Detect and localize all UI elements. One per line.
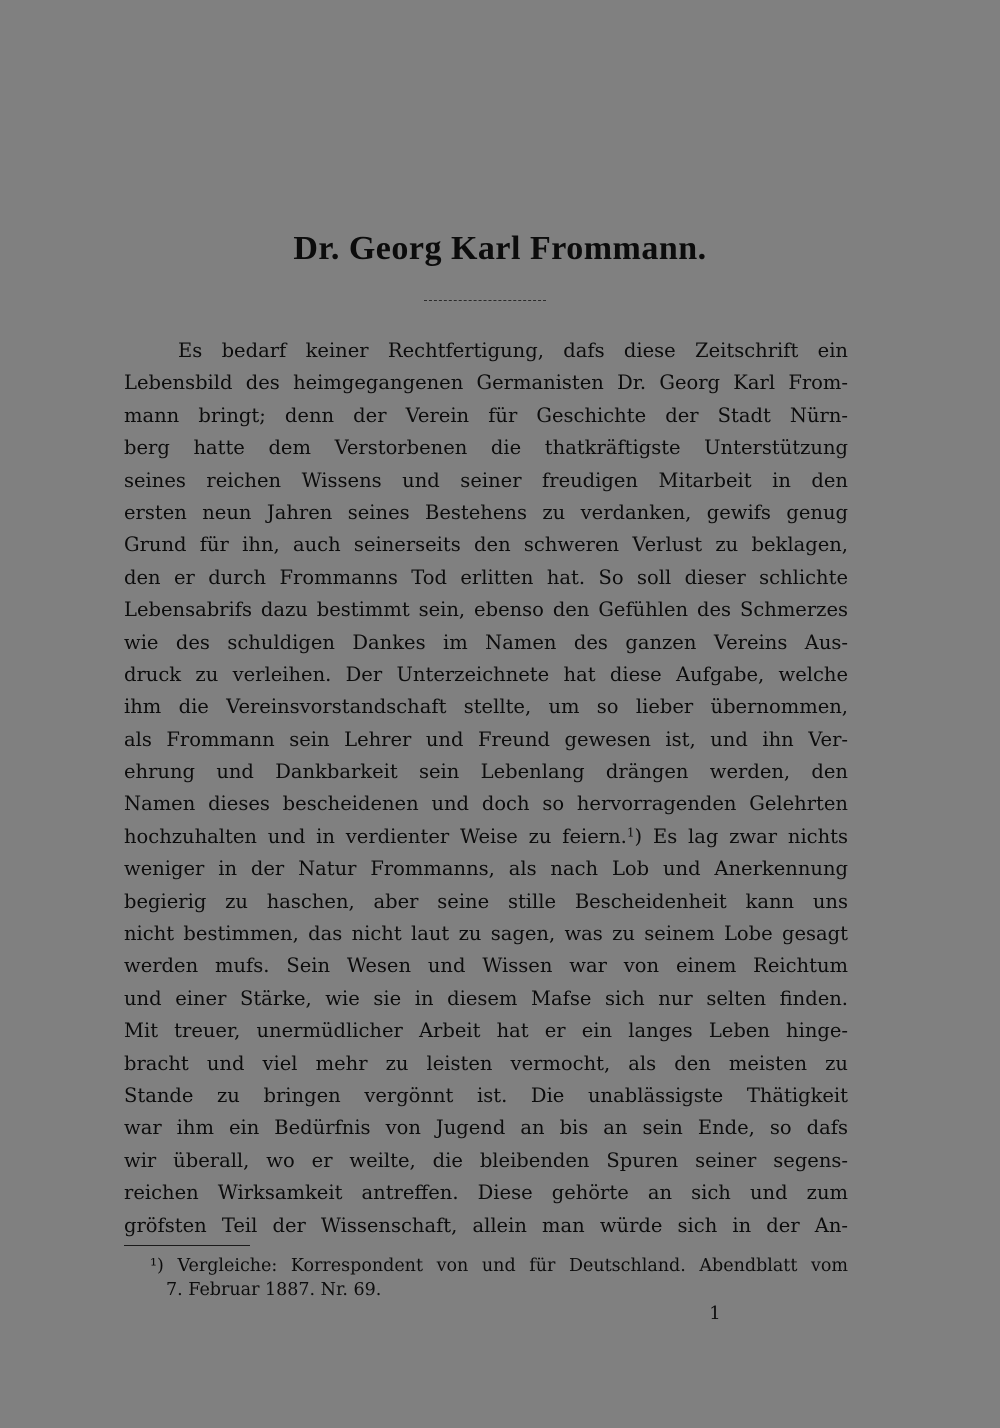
footnote-reference: 1 (626, 825, 635, 840)
text-line: ihm die Vereinsvorstandschaft stellte, um so lieber übernommen, (124, 695, 848, 719)
text-line: wie des schuldigen Dankes im Namen des ganzen Vereins Aus- (124, 630, 848, 654)
text-line: als Frommann sein Lehrer und Freund gewesen ist, und ihn Ver- (124, 727, 848, 751)
page-title: Dr. Georg Karl Frommann. (293, 230, 707, 267)
text-line: weniger in der Natur Frommanns, als nach Lob und Anerkennung (124, 857, 848, 881)
text-line: ersten neun Jahren seines Bestehens zu verdanken, gewifs genug (124, 500, 848, 524)
footnote-text: Vergleiche: Korrespondent von und für Deutschland. Abendblatt vom (177, 1256, 848, 1276)
footnote (150, 1254, 848, 1302)
text-line: nicht bestimmen, das nicht laut zu sagen, was zu seinem Lobe gesagt (124, 922, 848, 946)
text-line-with-footnote: hochzuhalten und in verdienter Weise zu feiern.$^1$) Es lag zwar nichts (124, 824, 848, 848)
text-line: war ihm ein Bedürfnis von Jugend an bis an sein Ende, so dafs (124, 1116, 848, 1140)
text-line: mann bringt; denn der Verein für Geschichte der Stadt Nürn- (124, 403, 848, 427)
text-line: Lebensbild des heimgegangenen Germanisten Dr. Georg Karl From- (124, 371, 848, 395)
footnote-marker: ¹) (150, 1256, 164, 1276)
text-line: wir überall, wo er weilte, die bleibenden Spuren seiner segens- (124, 1148, 848, 1172)
text-line: werden mufs. Sein Wesen und Wissen war von einem Reichtum (124, 954, 848, 978)
text-line: berg hatte dem Verstorbenen die thatkräftigste Unterstützung (124, 436, 848, 460)
text-line: Stande zu bringen vergönnt ist. Die unablässigste Thätigkeit (124, 1083, 848, 1107)
footnote-line: 7. Februar 1887. Nr. 69. (166, 1280, 382, 1300)
text-line: Namen dieses bescheidenen und doch so hervorragenden Gelehrten (124, 792, 848, 816)
footnote-divider (124, 1245, 250, 1246)
footnote-line (150, 1254, 848, 1278)
text-line: Lebensabrifs dazu bestimmt sein, ebenso den Gefühlen des Schmerzes (124, 598, 848, 622)
body-text (124, 335, 848, 1242)
page-number: 1 (709, 1303, 721, 1324)
text-line: reichen Wirksamkeit antreffen. Diese gehörte an sich und zum (124, 1181, 848, 1205)
text-line: Es bedarf keiner Rechtfertigung, dafs diese Zeitschrift ein (178, 339, 848, 362)
text-line: druck zu verleihen. Der Unterzeichnete hat diese Aufgabe, welche (124, 662, 848, 686)
text-line: bracht und viel mehr zu leisten vermocht, als den meisten zu (124, 1051, 848, 1075)
text-line: Mit treuer, unermüdlicher Arbeit hat er ein langes Leben hinge- (124, 1019, 848, 1043)
text-line: und einer Stärke, wie sie in diesem Mafse sich nur selten finden. (124, 986, 848, 1010)
text-line: seines reichen Wissens und seiner freudigen Mitarbeit in den (124, 468, 848, 492)
text-line: den er durch Frommanns Tod erlitten hat. So soll dieser schlichte (124, 565, 848, 589)
text-segment: Es lag zwar nichts (652, 824, 848, 848)
text-line: ehrung und Dankbarkeit sein Lebenlang drängen werden, den (124, 760, 848, 784)
text-line: begierig zu haschen, aber seine stille Bescheidenheit kann uns (124, 889, 848, 913)
text-line: gröfsten Teil der Wissenschaft, allein man würde sich in der An- (124, 1213, 848, 1237)
text-segment: hochzuhalten und in verdienter Weise zu feiern. (124, 824, 627, 848)
text-line: Grund für ihn, auch seinerseits den schweren Verlust zu beklagen, (124, 533, 848, 557)
title-divider (424, 300, 546, 301)
